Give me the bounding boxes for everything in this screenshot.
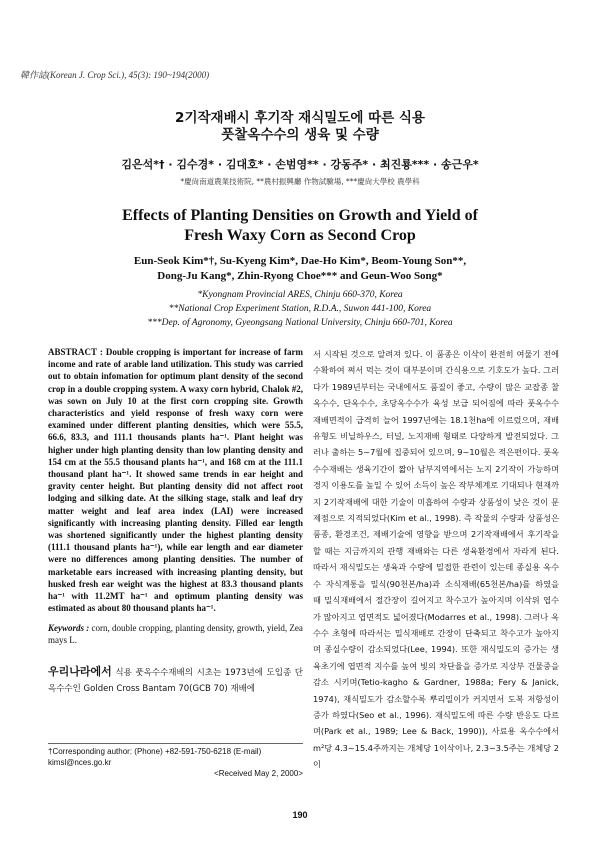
footnote [48,746,303,779]
keywords [48,622,303,646]
keywords-text: corn, double cropping, planting density, growth, yield, Zea mays L. [48,623,303,646]
korean-title-line-2: 풋찰옥수수의 생육 및 수량 [221,127,379,143]
korean-title-line-1: 2기작재배시 후기작 재식밀도에 따른 식용 [175,110,425,126]
received-date: <Received May 2, 2000> [214,769,303,778]
english-authors-line-2: Dong-Ju Kang*, Zhin-Ryong Choe*** and Geun-Woo Song* [157,270,443,282]
left-column [48,346,303,697]
right-column [313,346,559,773]
journal-citation: 韓作誌(Korean J. Crop Sci.), 45(3): 190~194(2000) [20,70,210,80]
intro-paragraph [48,664,303,697]
english-title-line-2: Fresh Waxy Corn as Second Crop [184,227,416,244]
footnote-rule [48,743,303,744]
english-title-line-1: Effects of Planting Densities on Growth and Yield of [122,207,478,224]
page-number: 190 [292,810,308,820]
keywords-label: Keywords : [48,623,90,634]
korean-authors: 김은석*† · 김수경* · 김대호* · 손범영** · 강동주* · 최진룡*** · 송근우* [121,158,479,171]
english-affiliation-1: *Kyongnam Provincial ARES, Chinju 660-370, Korea [197,290,403,300]
korean-affiliations: *慶尙南道農業技術院, **農村振興廳 作物試驗場, ***慶尙大學校 農學科 [180,177,420,186]
english-affiliation-3: ***Dep. of Agronomy, Gyeongsang National University, Chinju 660-701, Korea [147,318,453,328]
right-column-text: 서 시작된 것으로 알려져 있다. 이 품종은 이삭이 완전히 여물기 전에 수확하여 쪄서 먹는 것이 대부분이며 간식용으로 기호도가 높다. 그러다가 1989년부터는 국내에서도 품질이 좋고, 수량이 많은 교잡종 찰옥수수, 단옥수수, 초당옥수수가 육성 보급 되어짐에 따라 풋옥수수 재배면적이 급격히 늘어 1997년에는 18.1천ha에 이르렀으며, 재배유형도 비닐하우스, 터널, 노지재배 형태로 다양하게 발전되었다. 그러나 출하는 5~7월에 집중되어 있으며, 9~10월은 적은편이다. 풋옥수수재배는 생육기간이 짧아 남부지역에서는 노지 2기작이 가능하며 경지 이용도를 높일 수 있어 소득이 높은 작부체계로 기대되나 현재까지 2기작재배에 대한 기술이 미흡하여 수량과 상품성이 낮은 것이 문제점으로 지적되었다(Kim et al., 1998). 즉 작물의 수량과 상품성은 품종, 환경조건, 제배기술에 영향을 받으며 2기작재배에서 후기작을 할 때는 지금까지의 관행 재배와는 다른 생육환경에서 자라게 된다. 따라서 재식밀도는 생육과 수량에 밀접한 관련이 있는데 종실용 옥수수 자식계통을 밀식(90천본/ha)과 소식재배(65천본/ha)를 하였을 때 밀식재배에서 절간장이 길어지고 착수고가 높아지며 이삭위 엽수가 많아지고 엽면적도 넓어졌다(Modarres et al., 1998). 그러나 옥수수 초형에 따라서는 밀식재배로 간장이 단축되고 착수고가 높아지며 종실수량이 감소되었다(Lee, 1994). 또한 재식밀도의 증가는 생육초기에 엽면적 지수를 높여 빛의 차단율을 증가로 지상부 건물중을 감소 시키며(Tetio-kagho & Gardner, 1988a; Fery & Janick, 1974), 재식밀도가 감소할수록 뿌리밀이가 커지면서 도복 저항성이 증가 하였다(Seo et al., 1996). 재식밀도에 따른 수량 반응도 다르며(Park et al., 1989; Lee & Back, 1990)), 사료용 옥수수에서 m²당 4.3~15.4주까지는 개체당 1이삭이나, 2.3~3.5주는 개체당 2이 [313,349,559,770]
abstract: ABSTRACT : Double cropping is important for increase of farm income and rate of arable land utilization. This study was carried out to obtain infomation for optimum plant density of the second crop in a double cropping system. A waxy corn hybrid, Chalok #2, was sown on July 10 at the first corn cropping site. Growth characteristics and yield response of fresh waxy corn were examined under different planting densities, which were 55.5, 66.6, 83.3, and 111.1 thousands plants ha⁻¹. Plant height was higher under high planting density than low planting density and 154 cm at the 55.5 thousand plants ha⁻¹, and 168 cm at the 111.1 thousand plant ha⁻¹. It showed same trends in ear height and gravity center height. But planting density did not affect root lodging and silking date. At the silking stage, stalk and leaf dry matter weight and leaf area index (LAI) were increased significantly with increasing planting density. Filled ear length was shortened significantly under the highest planting density (111.1 thousand plants ha⁻¹), while ear length and ear diameter were no differences among planting densities. The number of marketable ears increased with increasing planting density, but husked fresh ear weight was the highest at 83.3 thousand plants ha⁻¹ with 11.2MT ha⁻¹ and optimum planting density was estimated as about 80 thousand plants ha⁻¹. [48,347,303,614]
english-authors-line-1: Eun-Seok Kim*†, Su-Kyeng Kim*, Dae-Ho Kim*, Beom-Young Son**, [133,255,467,267]
corresponding-author-note: †Corresponding author: (Phone) +82-591-750-6218 (E-mail) kimsl@nces.go.kr [48,747,262,767]
english-affiliation-2: **National Crop Experiment Station, R.D.A., Suwon 441-100, Korea [168,304,432,314]
intro-text: 식용 풋옥수수재배의 시초는 1973년에 도입종 단옥수수인 Golden Cross Bantam 70(GCB 70) 재배에 [48,668,303,695]
intro-lead: 우리나라에서 [48,665,112,679]
